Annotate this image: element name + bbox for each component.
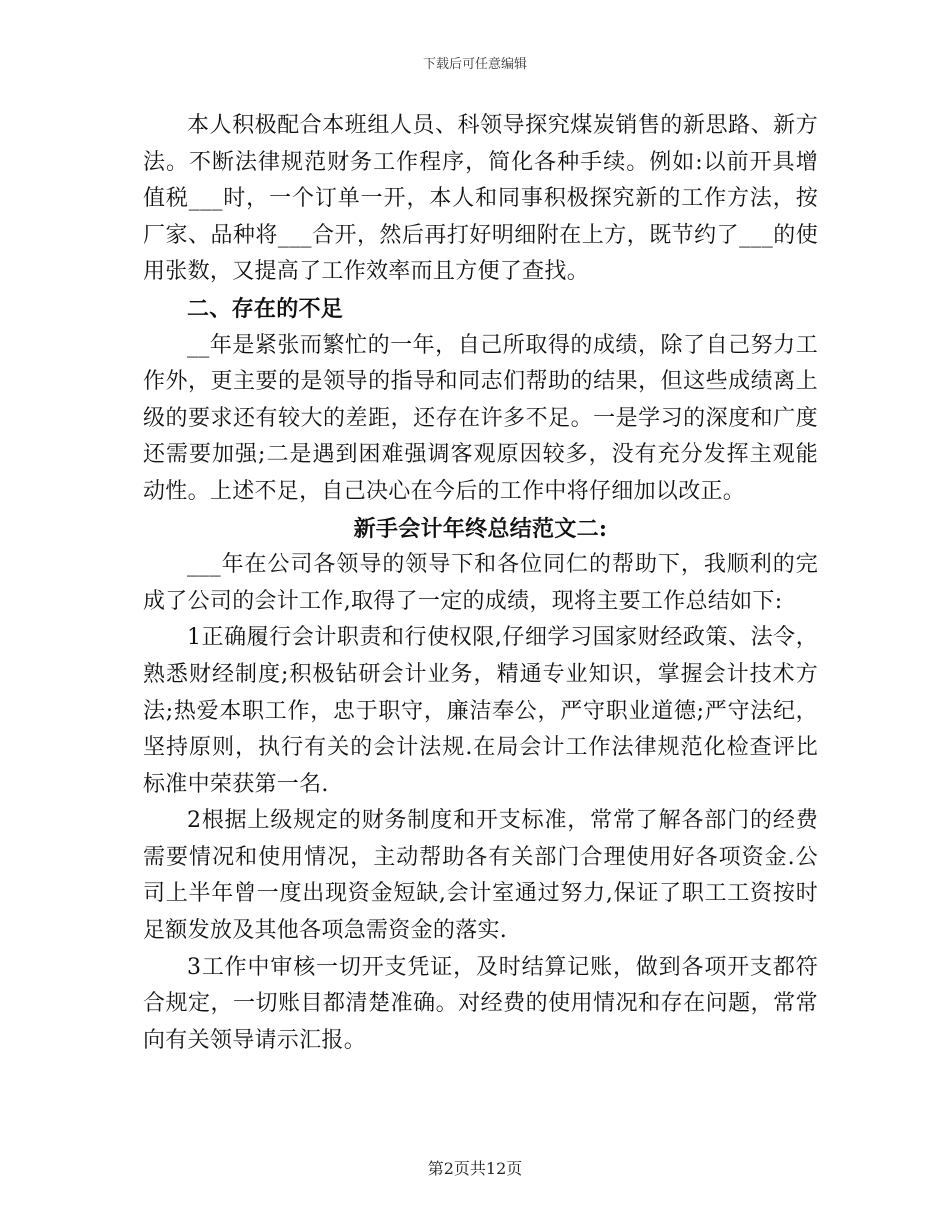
- document-body: [143, 108, 818, 1059]
- page-header: 下载后可任意编辑: [422, 57, 527, 72]
- paragraph-2: __年是紧张而繁忙的一年，自己所取得的成绩，除了自己努力工作外，更主要的是领导的指导和同志们帮助的结果，但这些成绩离上级的要求还有较大的差距，还存在许多不足。一是学习的深度和广度还需要加强;二是遇到困难强调客观原因较多，没有充分发挥主观能动性。上述不足，自己决心在今后的工作中将仔细加以改正。: [143, 332, 818, 504]
- paragraph-1: 本人积极配合本班组人员、科领导探究煤炭销售的新思路、新方法。不断法律规范财务工作程序，简化各种手续。例如:以前开具增值税___时，一个订单一开，本人和同事积极探究新的工作方法，按厂家、品种将___合开，然后再打好明细附在上方，既节约了___的使用张数，又提高了工作效率而且方便了查找。: [143, 113, 818, 285]
- page-footer: 第2页共12页: [427, 1159, 523, 1178]
- paragraph-5: 2根据上级规定的财务制度和开支标准，常常了解各部门的经费需要情况和使用情况，主动帮助各有关部门合理使用好各项资金.公司上半年曾一度出现资金短缺,会计室通过努力,保证了职工工资按时足额发放及其他各项急需资金的落实.: [143, 808, 818, 944]
- paragraph-6: 3工作中审核一切开支凭证，及时结算记账，做到各项开支都符合规定，一切账目都清楚准确。对经费的使用情况和存在问题，常常向有关领导请示汇报。: [143, 954, 818, 1053]
- paragraph-3: ___年在公司各领导的领导下和各位同仁的帮助下，我顺利的完成了公司的会计工作,取得了一定的成绩，现将主要工作总结如下:: [143, 552, 818, 614]
- paragraph-4: 1正确履行会计职责和行使权限,仔细学习国家财经政策、法令，熟悉财经制度;积极钻研会计业务，精通专业知识，掌握会计技术方法;热爱本职工作，忠于职守，廉洁奉公，严守职业道德;严守法纪，坚持原则，执行有关的会计法规.在局会计工作法律规范化检查评比标准中荣获第一名.: [143, 625, 818, 797]
- article-title-2: 新手会计年终总结范文二:: [353, 515, 608, 542]
- section-heading-shortcomings: 二、存在的不足: [187, 295, 344, 322]
